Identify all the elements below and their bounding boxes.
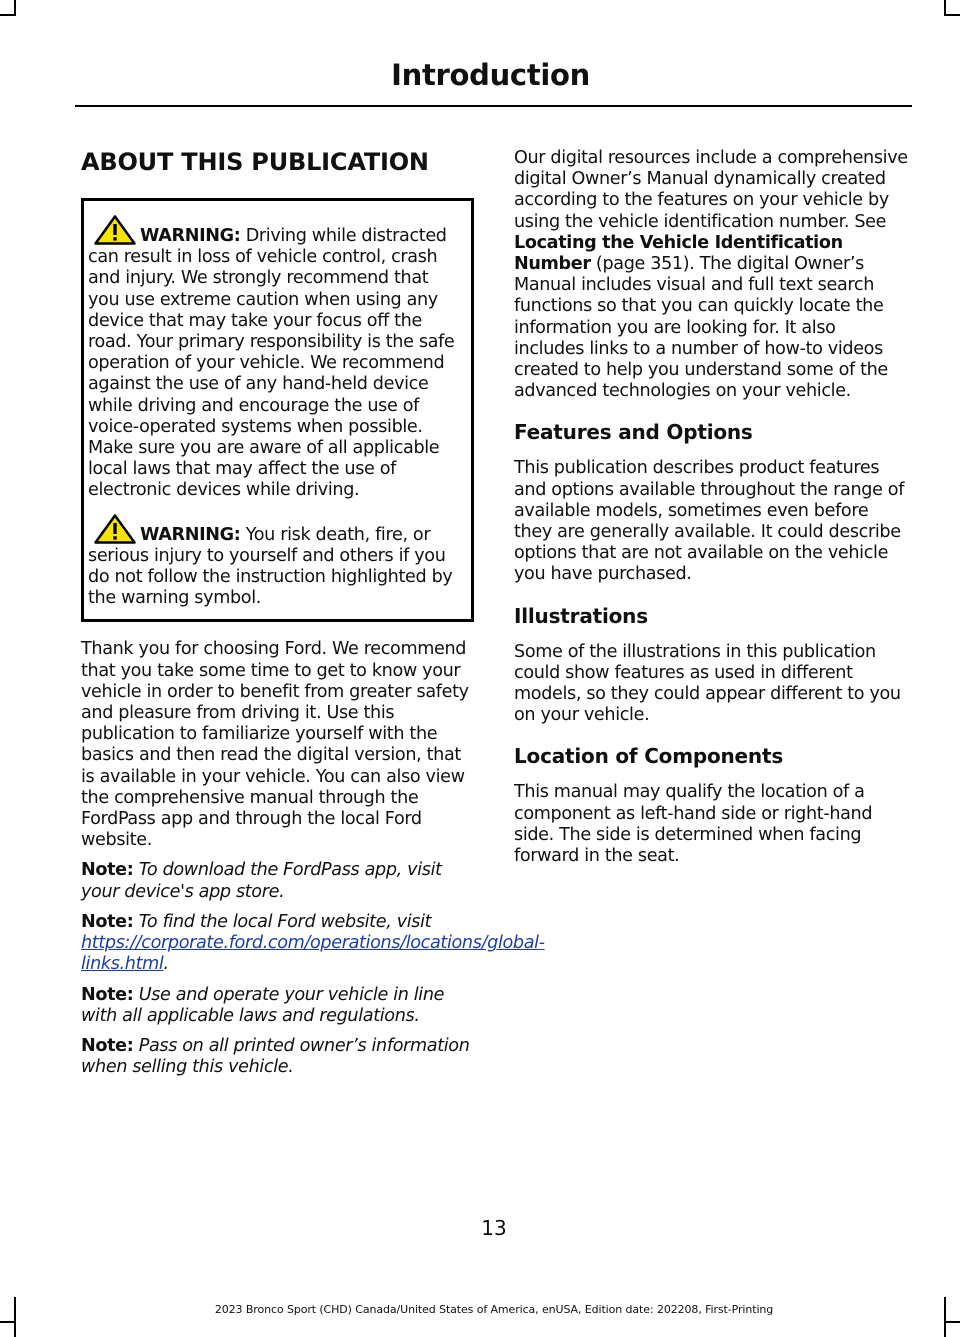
note-text-end: . — [163, 954, 169, 975]
page-reference: (page 351). — [590, 254, 695, 275]
warning-label: WARNING: — [140, 226, 241, 246]
crop-mark — [944, 14, 960, 16]
cross-reference-link[interactable]: Locating the Vehicle Identification Number — [514, 232, 843, 275]
page-footer: 2023 Bronco Sport (CHD) Canada/United States of America, enUSA, Edition date: 202208, First-Printing — [214, 1303, 774, 1316]
warning-triangle-icon — [94, 514, 136, 544]
note-label: Note: — [81, 860, 134, 881]
warning-label: WARNING: — [140, 524, 241, 545]
section-heading: ABOUT THIS PUBLICATION — [81, 148, 429, 176]
note — [81, 911, 545, 976]
note-text: To find the local Ford website, visit — [133, 911, 432, 932]
warning-text: You risk death, fire, or serious injury to yourself and others if you do not follow the instruction highlighted by the warning symbol. — [88, 524, 453, 609]
right-column — [514, 148, 910, 885]
ford-website-link[interactable]: https://corporate.ford.com/operations/locations/global-links.html — [81, 933, 545, 975]
note-text: Pass on all printed owner’s information when selling this vehicle. — [81, 1035, 470, 1078]
note-label: Note: — [81, 1035, 134, 1056]
warning-box — [81, 198, 474, 622]
subsection-heading: Features and Options — [514, 420, 753, 445]
note-label: Note: — [81, 984, 134, 1005]
warning-triangle-icon — [94, 215, 136, 245]
subsection-text: This manual may qualify the location of a component as left-hand side or right-hand side. The side is determined when facing forward in the seat. — [514, 782, 873, 867]
subsection-heading: Illustrations — [514, 603, 648, 628]
digital-text: Our digital resources include a comprehensive digital Owner’s Manual dynamically created according to the features on your vehicle by using the vehicle identification number. See — [514, 148, 908, 232]
subsection-text: Some of the illustrations in this publication could show features as used in different models, so they could appear different to you on your vehicle. — [514, 641, 901, 726]
intro-paragraph: Thank you for choosing Ford. We recommend that you take some time to get to know your vehicle in order to benefit from greater safety and pleasure from driving it. Use this publication to familiarize yourself with the basics and then read the digital version, that is available in your vehicle. You can also view the comprehensive manual through the FordPass app and through the local Ford website. — [81, 639, 469, 851]
digital-text: The digital Owner’s Manual includes visual and full text search functions so that you can quickly locate the information you are looking for. It also includes links to a number of how-to videos created to help you understand some of the advanced technologies on your vehicle. — [514, 254, 888, 402]
crop-mark — [0, 14, 16, 16]
header-divider — [75, 105, 912, 107]
page-number: 13 — [481, 1216, 507, 1240]
digital-resources-paragraph — [514, 148, 910, 402]
subsection-heading: Location of Components — [514, 744, 784, 769]
warning-block — [88, 215, 464, 502]
note-label: Note: — [81, 911, 134, 932]
warning-block — [88, 514, 464, 610]
warning-text: Driving while distracted can result in loss of vehicle control, crash and injury. We strongly recommend that you use extreme caution when using any device that may take your focus off the road. Your primary responsibility is the safe operation of your vehicle. We recommend against the use of any hand-held device while driving and encourage the use of voice-operated systems when possible. Make sure you are aware of all applicable local laws that may affect the use of electronic devices while driving. — [88, 226, 455, 501]
note — [81, 860, 474, 902]
left-column — [81, 140, 545, 1087]
note — [81, 985, 474, 1027]
note-text: To download the FordPass app, visit your device's app store. — [81, 860, 442, 902]
page-header-title: Introduction — [391, 58, 590, 92]
crop-mark — [0, 1321, 16, 1323]
note-text: Use and operate your vehicle in line with all applicable laws and regulations. — [81, 984, 445, 1026]
subsection-text: This publication describes product features and options available throughout the range of available models, sometimes even before they are generally available. It could describe options that are not available on the vehicle you have purchased. — [514, 458, 905, 585]
crop-mark — [944, 1321, 960, 1323]
note — [81, 1036, 474, 1078]
